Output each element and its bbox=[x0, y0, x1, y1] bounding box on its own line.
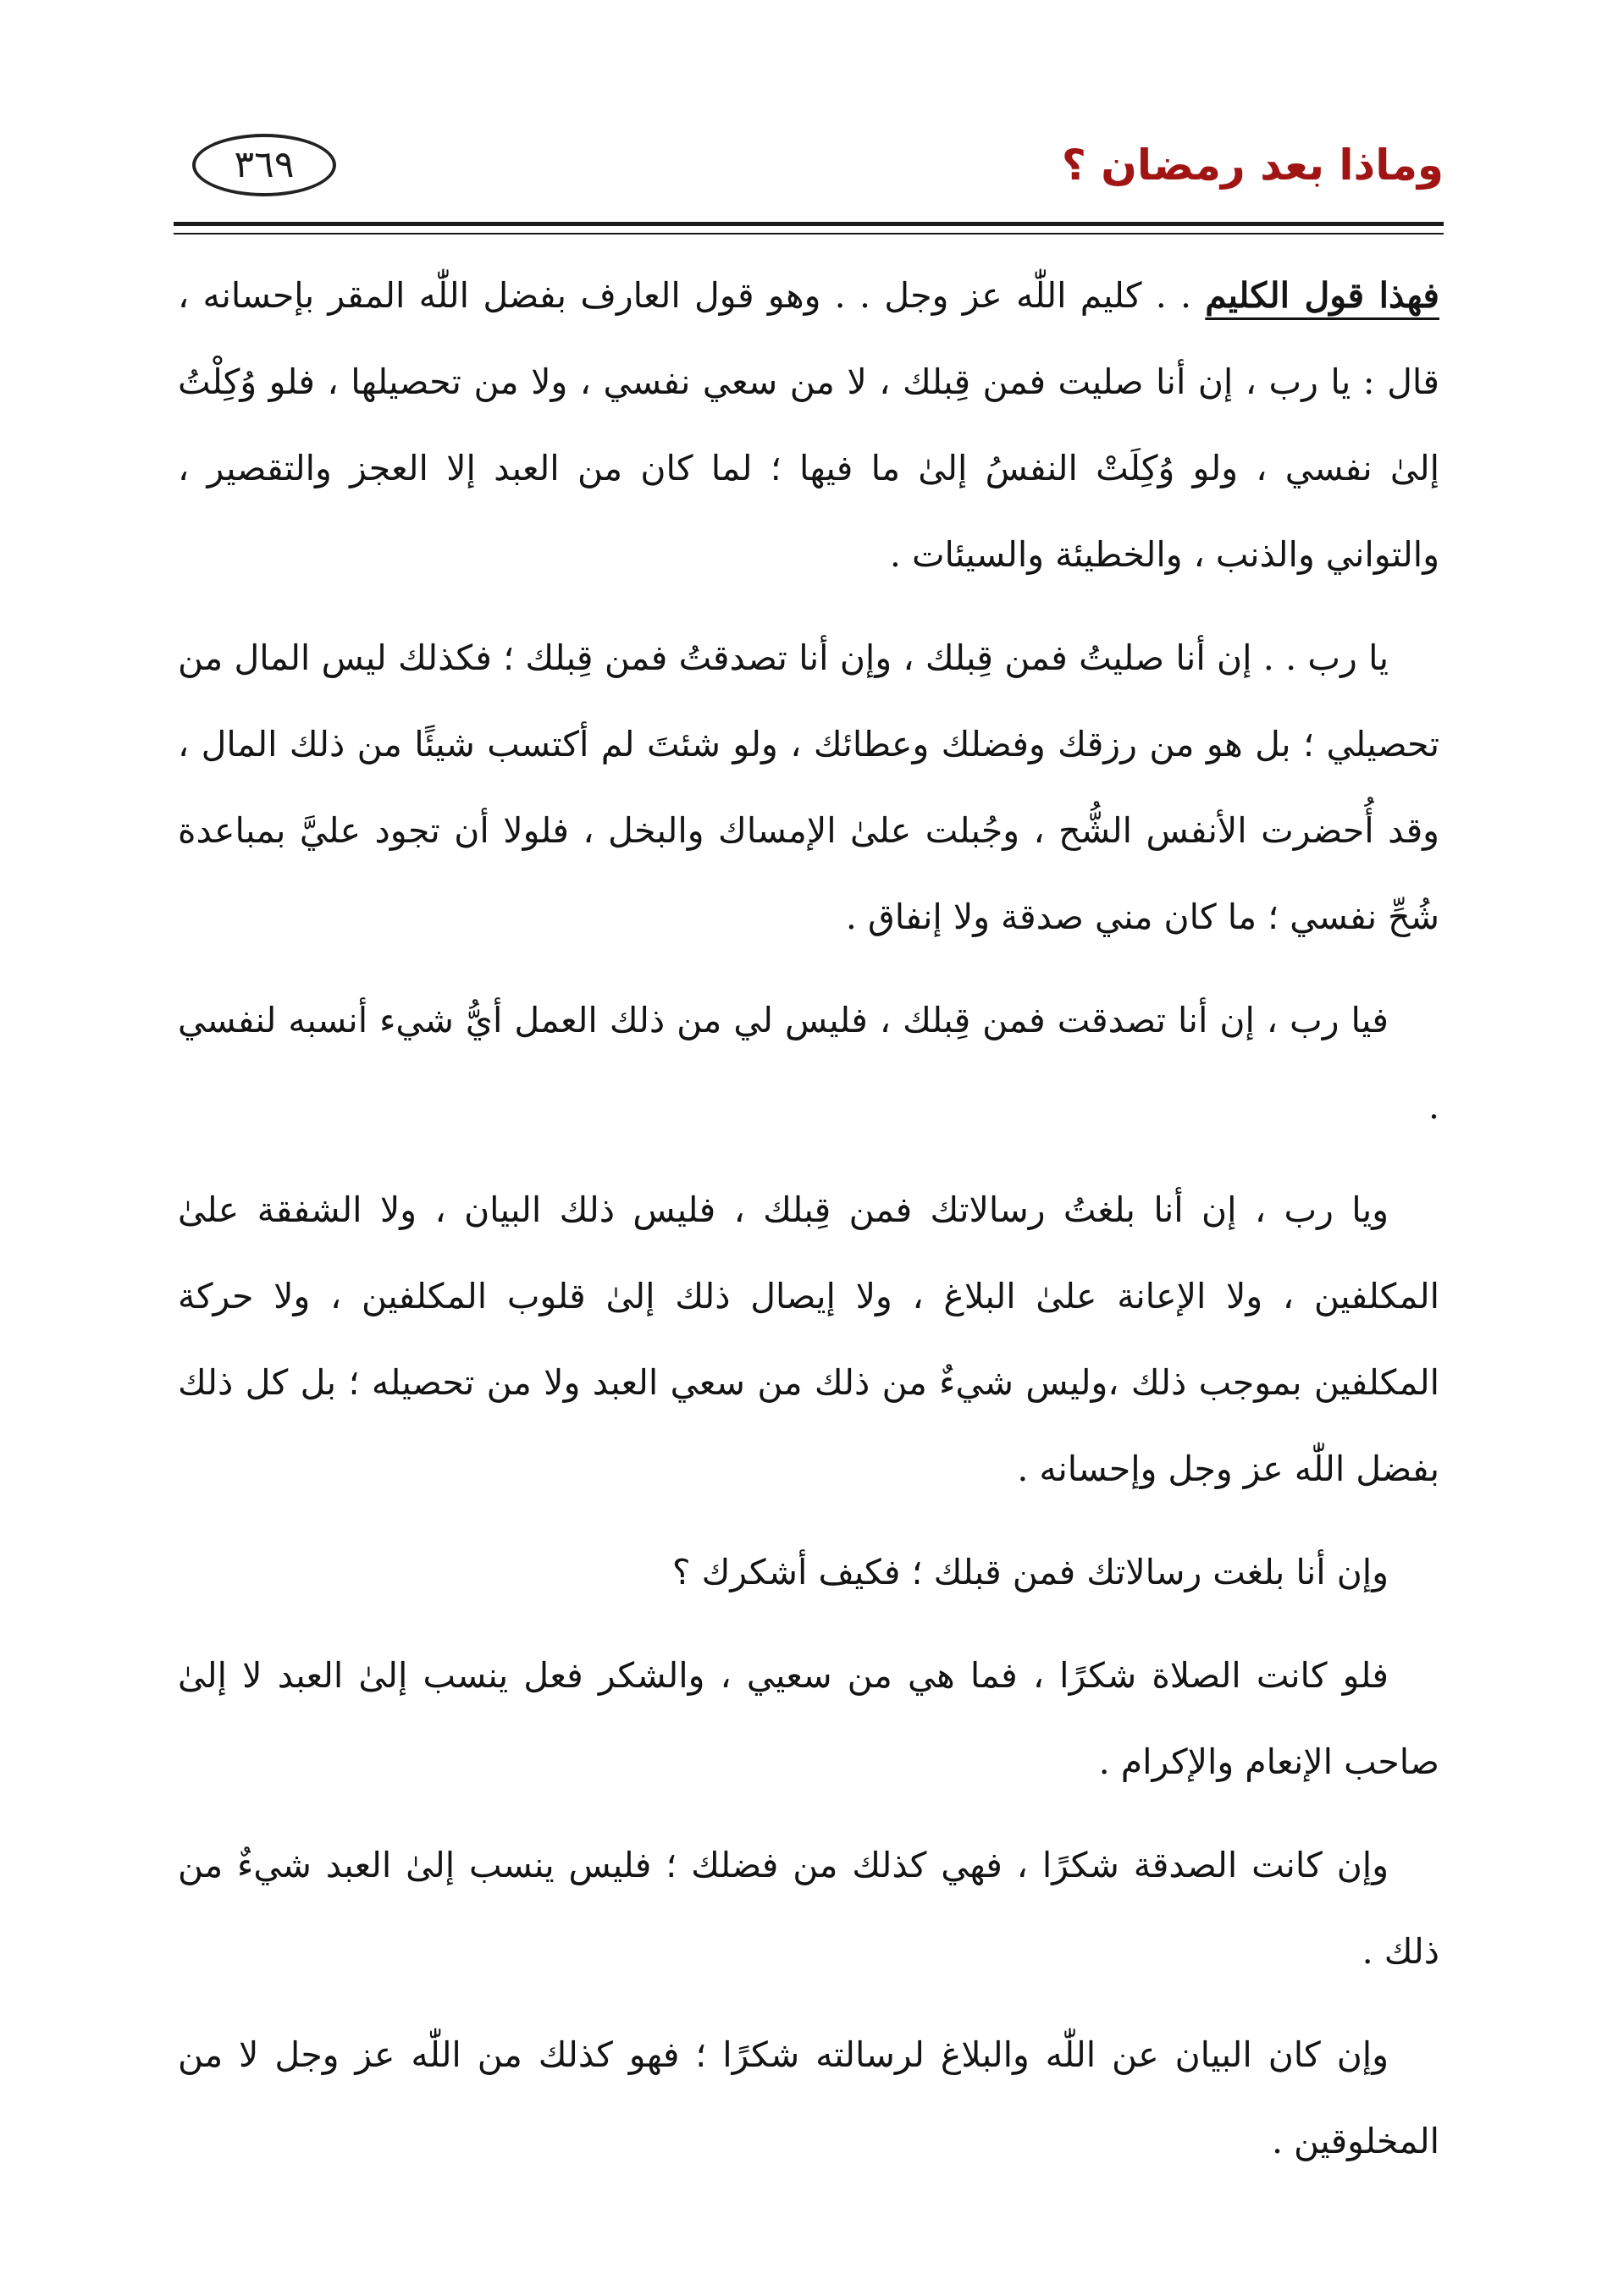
body-text bbox=[178, 252, 1439, 2201]
paragraph: ويا رب ، إن أنا بلغتُ رسالاتك فمن قِبلك ، فليس ذلك البيان ، ولا الشفقة علىٰ المكلفين ، ولا الإعانة علىٰ البلاغ ، ولا إيصال ذلك إلىٰ قلوب المكلفين ، ولا حركة المكلفين بموجب ذلك ،وليس شيءٌ من ذلك من سعي العبد ولا من تحصيله ؛ بل كل ذلك بفضل اللّٰه عز وجل وإحسانه . bbox=[178, 1189, 1439, 1489]
paragraph: يا رب . . إن أنا صليتُ فمن قِبلك ، وإن أنا تصدقتُ فمن قِبلك ؛ فكذلك ليس المال من تحصيلي ؛ بل هو من رزقك وفضلك وعطائك ، ولو شئتَ لم أكتسب شيئًا من ذلك المال ، وقد أُحضرت الأنفس الشُّح ، وجُبلت علىٰ الإمساك والبخل ، فلولا أن تجود عليَّ بمباعدة شُحِّ نفسي ؛ ما كان مني صدقة ولا إنفاق . bbox=[178, 637, 1439, 937]
page-header bbox=[174, 119, 1444, 220]
paragraph: فلو كانت الصلاة شكرًا ، فما هي من سعيي ، والشكر فعل ينسب إلىٰ العبد لا إلىٰ صاحب الإنعام والإكرام . bbox=[178, 1655, 1439, 1782]
paragraph-lead-phrase: فهذا قول الكليم bbox=[1205, 275, 1439, 316]
header-rule-thin bbox=[174, 233, 1444, 235]
paragraph: وإن كان البيان عن اللّٰه والبلاغ لرسالته شكرًا ؛ فهو كذلك من اللّٰه عز وجل لا من المخلوقين . bbox=[178, 2034, 1439, 2161]
header-rule-thick bbox=[174, 222, 1444, 226]
paragraph bbox=[178, 252, 1439, 598]
page-number-badge: ٣٦٩ bbox=[192, 134, 336, 196]
running-title: وماذا بعد رمضان ؟ bbox=[1061, 141, 1444, 190]
paragraph-text: . . كليم اللّٰه عز وجل . . وهو قول العارف بفضل اللّٰه المقر بإحسانه ، قال : يا رب ، إن أنا صليت فمن قِبلك ، لا من سعي نفسي ، ولا من تحصيلها ، فلو وُكِلْتُ إلىٰ نفسي ، ولو وُكِلَتْ النفسُ إلىٰ ما فيها ؛ لما كان من العبد إلا العجز والتقصير ، والتواني والذنب ، والخطيئة والسيئات . bbox=[178, 275, 1439, 575]
paragraph: وإن كانت الصدقة شكرًا ، فهي كذلك من فضلك ؛ فليس ينسب إلىٰ العبد شيءٌ من ذلك . bbox=[178, 1845, 1439, 1972]
paragraph: فيا رب ، إن أنا تصدقت فمن قِبلك ، فليس لي من ذلك العمل أيُّ شيء أنسبه لنفسي . bbox=[178, 1000, 1439, 1127]
paragraph: وإن أنا بلغت رسالاتك فمن قبلك ؛ فكيف أشكرك ؟ bbox=[671, 1552, 1389, 1592]
